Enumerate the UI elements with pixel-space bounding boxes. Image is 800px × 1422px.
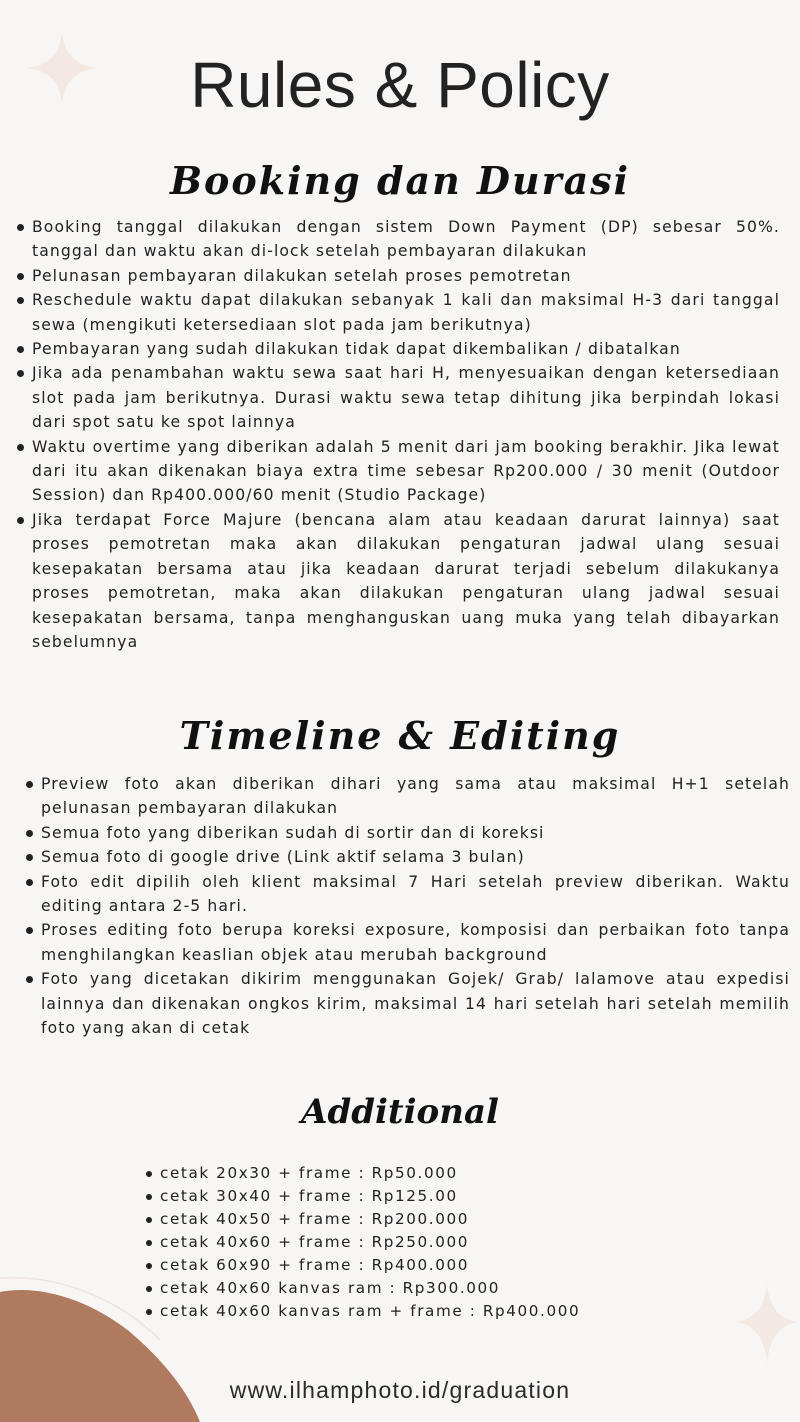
footer-url: www.ilhamphoto.id/graduation (229, 1377, 571, 1403)
list-item: Proses editing foto berupa koreksi exposure, komposisi dan perbaikan foto tanpa menghilangkan keaslian objek atau merubah background (25, 918, 790, 967)
list-item: cetak 40x50 + frame : Rp200.000 (145, 1208, 580, 1231)
list-item: cetak 20x30 + frame : Rp50.000 (145, 1162, 580, 1185)
list-item: Waktu overtime yang diberikan adalah 5 menit dari jam booking berakhir. Jika lewat dari itu akan dikenakan biaya extra time sebesar Rp200.000 / 30 menit (Outdoor Session) dan Rp400.000/60 menit (Studio Package) (16, 435, 780, 508)
list-item: Foto yang dicetakan dikirim menggunakan Gojek/ Grab/ lalamove atau expedisi lainnya dan dikenakan ongkos kirim, maksimal 14 hari setelah hari setelah memilih foto yang akan di cetak (25, 967, 790, 1040)
list-item: cetak 40x60 kanvas ram : Rp300.000 (145, 1277, 580, 1300)
list-item: cetak 60x90 + frame : Rp400.000 (145, 1254, 580, 1277)
list-item: cetak 40x60 + frame : Rp250.000 (145, 1231, 580, 1254)
list-item: Preview foto akan diberikan dihari yang sama atau maksimal H+1 setelah pelunasan pembayaran dilakukan (25, 772, 790, 821)
list-item: Semua foto yang diberikan sudah di sortir dan di koreksi (25, 821, 790, 845)
list-item: Semua foto di google drive (Link aktif selama 3 bulan) (25, 845, 790, 869)
booking-rules-list (16, 215, 780, 654)
timeline-rules-list (25, 772, 790, 1040)
section-heading-additional: Additional (301, 1092, 499, 1132)
page-title: Rules & Policy (190, 49, 610, 121)
list-item: Booking tanggal dilakukan dengan sistem Down Payment (DP) sebesar 50%. tanggal dan waktu akan di-lock setelah pembayaran dilakukan (16, 215, 780, 264)
sparkle-icon-bottom-right (722, 1278, 800, 1368)
list-item: cetak 30x40 + frame : Rp125.00 (145, 1185, 580, 1208)
list-item: cetak 40x60 kanvas ram + frame : Rp400.000 (145, 1300, 580, 1323)
section-heading-timeline: Timeline & Editing (179, 713, 621, 758)
list-item: Reschedule waktu dapat dilakukan sebanyak 1 kali dan maksimal H-3 dari tanggal sewa (mengikuti ketersediaan slot pada jam berikutnya) (16, 288, 780, 337)
list-item: Foto edit dipilih oleh klient maksimal 7 Hari setelah preview diberikan. Waktu editing antara 2-5 hari. (25, 870, 790, 919)
additional-price-list (145, 1162, 580, 1323)
section-heading-booking: Booking dan Durasi (169, 158, 631, 203)
list-item: Jika terdapat Force Majure (bencana alam atau keadaan darurat lainnya) saat proses pemotretan maka akan dilakukan pengaturan jadwal ulang sesuai kesepakatan bersama atau jika keadaan darurat terjadi sebelum dilakukanya proses pemotretan, maka akan dilakukan pengaturan ulang jadwal sesuai kesepakatan bersama, tanpa menghanguskan uang muka yang telah dibayarkan sebelumnya (16, 508, 780, 654)
list-item: Pembayaran yang sudah dilakukan tidak dapat dikembalikan / dibatalkan (16, 337, 780, 361)
list-item: Jika ada penambahan waktu sewa saat hari H, menyesuaikan dengan ketersediaan slot pada jam berikutnya. Durasi waktu sewa tetap dihitung jika berpindah lokasi dari spot satu ke spot lainnya (16, 361, 780, 434)
list-item: Pelunasan pembayaran dilakukan setelah proses pemotretan (16, 264, 780, 288)
